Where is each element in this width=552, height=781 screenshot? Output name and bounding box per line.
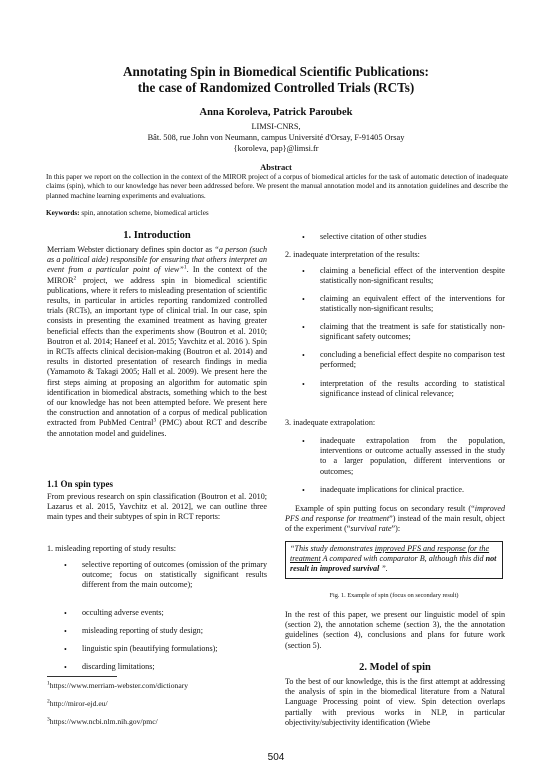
affiliation-line-1: LIMSI-CNRS,: [251, 122, 301, 131]
footnote-2-text: http://miror-ejd.eu/: [49, 699, 108, 708]
quote-text-c: ”.: [379, 564, 388, 574]
figure-caption: Fig. 1. Example of spin (focus on secondary result): [329, 592, 459, 599]
footnote-ref-2: 2: [73, 274, 77, 281]
page-number: 504: [267, 752, 285, 763]
title-line-1: Annotating Spin in Biomedical Scientific Publications:: [123, 64, 429, 79]
quote-underlined: improved PFS and response for the treatment: [290, 544, 490, 564]
model-paragraph: To the best of our knowledge, this is the first attempt at addressing the analysis of spin in the biomedical literature from a Natural Language Processing point of view. Spin detection overlaps partially with previous works in NLP, in particular objectivity/subjectivity identification (Wiebe: [285, 677, 505, 727]
keywords: [46, 209, 508, 217]
footnote-3-text: https://www.ncbi.nlm.nih.gov/pmc/: [49, 717, 158, 726]
footnote-2: [47, 699, 108, 708]
quote-text-a: “This study demonstrates: [290, 544, 375, 553]
section-1-1-heading: 1.1 On spin types: [47, 479, 114, 489]
list-item: inadequate implications for clinical practice.: [320, 485, 465, 494]
spin-types-paragraph: From previous research on spin classification (Boutron et al. 2010; Lazarus et al. 2015, Yavchitz et al. 2012], we can outline three main types and their subtypes of spin in RCT reports:: [47, 492, 267, 522]
bullet-icon: •: [64, 645, 67, 654]
list-item: claiming that the treatment is safe for statistically non-significant safety outcomes;: [320, 322, 505, 342]
bullet-icon: •: [302, 486, 305, 495]
abstract-text: In this paper we report on the collection in the context of the MIROR project of a corpus of biomedical articles for the task of automatic detection of inadequate claims (spin), which to our knowledge has never been addressed before. We present the manual annotation model and its annotation guidelines and describe the planned machine learning experiments and evaluations.: [46, 173, 508, 200]
list-item: claiming a beneficial effect of the intervention despite statistically non-significant results;: [320, 266, 505, 286]
example-text-a: Example of spin putting focus on secondary result (“: [295, 504, 475, 513]
list-item: interpretation of the results according to statistical significance instead of clinical relevance;: [320, 379, 505, 399]
list-item: inadequate extrapolation from the population, interventions or outcome actually assessed in the study to a larger population, different interventions or outcomes;: [320, 436, 505, 476]
title-line-2: the case of Randomized Controlled Trials (RCTs): [137, 80, 415, 95]
example-quote-2: survival rate: [350, 524, 392, 534]
example-text-c: ”):: [391, 524, 401, 534]
bullet-icon: •: [302, 233, 305, 242]
list-item: linguistic spin (beautifying formulations);: [82, 644, 218, 653]
list-item: claiming an equivalent effect of the interventions for statistically non-significant results;: [320, 294, 505, 314]
abstract-heading: Abstract: [260, 162, 292, 172]
list-item: concluding a beneficial effect despite no comparison test performed;: [320, 350, 505, 370]
list-item: selective reporting of outcomes (omission of the primary outcome; focus on statistically significant results different from the main outcome);: [82, 560, 267, 590]
example-paragraph: [285, 504, 505, 535]
footnote-3-mark: 3: [47, 716, 50, 723]
footnote-ref-3: 3: [153, 417, 157, 424]
section-1-heading: 1. Introduction: [123, 230, 191, 241]
list-item: misleading reporting of study design;: [82, 626, 203, 635]
bullet-icon: •: [64, 627, 67, 636]
spin-type-2: 2. inadequate interpretation of the results:: [285, 250, 420, 259]
intro-text-d: (PMC) about RCT and describe the annotation model and guidelines.: [47, 418, 267, 438]
spin-type-1: 1. misleading reporting of study results:: [47, 544, 177, 553]
section-2-heading: 2. Model of spin: [359, 662, 431, 673]
footnote-divider: [47, 676, 117, 677]
footnote-3: [47, 717, 158, 726]
list-item: discarding limitations;: [82, 662, 155, 671]
example-quote-1: improved PFS and response for treatment: [285, 504, 505, 524]
rest-paragraph: In the rest of this paper, we present our linguistic model of spin (section 2), the annotation scheme (section 3), the the annotation guidelines (section 4), conclusions and plans for future work (section 5).: [285, 610, 505, 650]
footnote-2-mark: 2: [47, 698, 50, 705]
bullet-icon: •: [64, 663, 67, 672]
intro-paragraph: [47, 245, 267, 439]
intro-text-b: . In the context of the MIROR: [47, 265, 268, 285]
quote-bold: not result in improved survival: [290, 554, 497, 574]
example-text-b: ”) instead of the main result, object of the experiment (“: [285, 514, 505, 534]
bullet-icon: •: [64, 561, 67, 570]
affiliation: [40, 121, 512, 154]
bullet-icon: •: [302, 295, 305, 304]
bullet-icon: •: [302, 380, 305, 389]
bullet-icon: •: [64, 609, 67, 618]
footnote-ref-1: 1: [183, 264, 187, 271]
bullet-icon: •: [302, 351, 305, 360]
bullet-icon: •: [302, 323, 305, 332]
spin-example-box: [285, 541, 503, 579]
intro-text-a: Merriam Webster dictionary defines spin doctor as: [47, 245, 215, 254]
bullet-icon: •: [302, 437, 305, 446]
affiliation-email: {koroleva, pap}@limsi.fr: [233, 144, 319, 153]
footnote-1-text: https://www.merriam-webster.com/dictionary: [49, 681, 189, 690]
spin-type-3: 3. inadequate extrapolation:: [285, 418, 376, 427]
bullet-icon: •: [302, 267, 305, 276]
quote-text-b: A compared with comparator B, although this did: [320, 554, 486, 564]
list-item: occulting adverse events;: [82, 608, 164, 617]
footnote-1: [47, 681, 188, 690]
keywords-label: Keywords:: [46, 209, 80, 217]
paper-title: [40, 64, 512, 96]
affiliation-line-2: Bât. 508, rue John von Neumann, campus Université d'Orsay, F-91405 Orsay: [147, 133, 405, 142]
authors: Anna Koroleva, Patrick Paroubek: [199, 107, 353, 118]
intro-quote: “a person (such as a political aide) responsible for ensuring that others interpret an event from a particular point of view”: [47, 245, 267, 275]
footnote-1-mark: 1: [47, 680, 50, 687]
intro-text-c: project, we address spin in biomedical scientific publications, where it refers to misleading presentation of scientific results, in particular in articles reporting randomized controlled trials (RCTs), an important type of clinical trial. In our case, spin consists in presenting the examined treatment as having greater beneficial effects than the experiments show (Boutron et al. 2010; Boutron et al. 2014; Haneef et al. 2015; Yavchitz et al. 2016 ). Spin in RCTs affects clinical decision-making (Boutron et al. 2014) and results in distorted presentation of research findings in media (Yamamoto & Takagi 2005; Hall et al. 2009). We present here the first steps aiming at proposing an algorithm for automatic spin identification in biomedical abstracts, something which to the best of our knowledge has not been attempted before. We present here the construction and annotation of a corpus of medical publication extracted from PubMed Central: [47, 275, 267, 428]
keywords-text: spin, annotation scheme, biomedical articles: [79, 209, 209, 217]
list-item: selective citation of other studies: [320, 232, 427, 241]
